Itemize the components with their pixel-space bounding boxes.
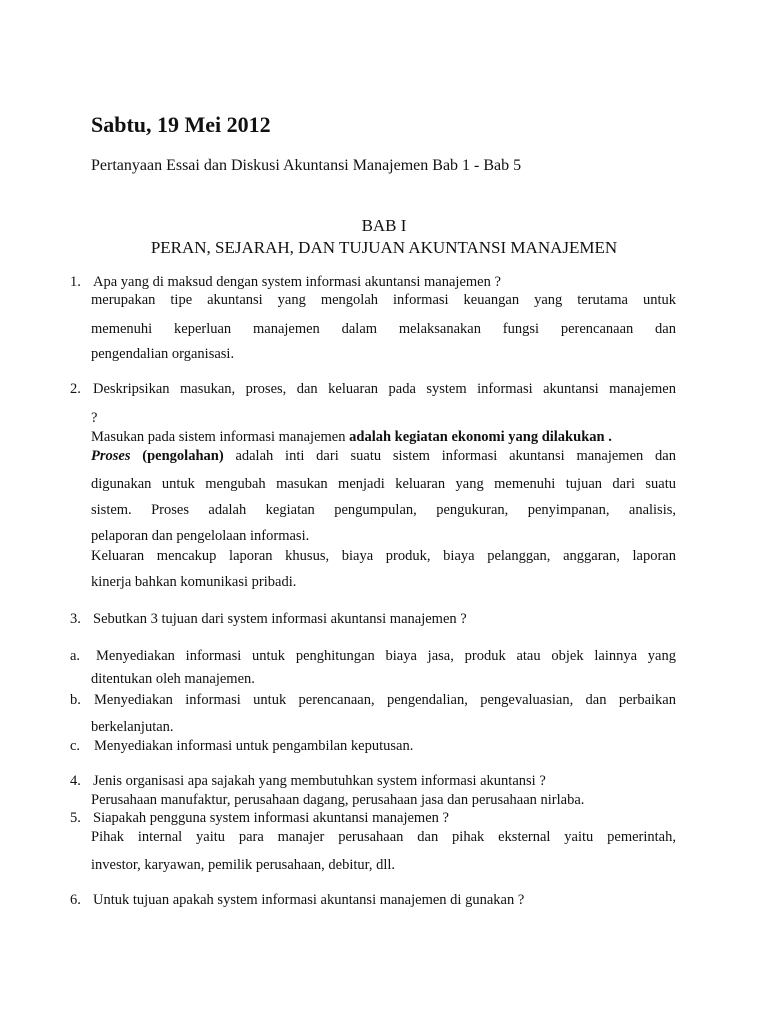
answer-line: merupakan tipe akuntansi yang mengolah informasi keuangan yang terutama untuk bbox=[91, 292, 676, 308]
list-letter: b. bbox=[70, 692, 81, 708]
question-number: 3. bbox=[70, 611, 81, 627]
answer-line-masukan bbox=[91, 428, 612, 446]
list-item: Menyediakan informasi untuk perencanaan, pengendalian, pengevaluasian, dan perbaikan bbox=[94, 692, 676, 708]
answer-line: Pihak internal yaitu para manajer perusahaan dan pihak eksternal yaitu pemerintah, bbox=[91, 829, 676, 845]
list-letter: a. bbox=[70, 648, 81, 664]
list-item-cont: ditentukan oleh manajemen. bbox=[91, 671, 255, 687]
question-number: 1. bbox=[70, 274, 81, 290]
question-number: 6. bbox=[70, 892, 81, 908]
chapter-title: PERAN, SEJARAH, DAN TUJUAN AKUNTANSI MANAJEMEN bbox=[150, 238, 618, 257]
proses-text: adalah inti dari suatu sistem informasi akuntansi manajemen dan bbox=[223, 448, 676, 464]
question-2-end: ? bbox=[91, 410, 98, 426]
list-item-cont: berkelanjutan. bbox=[91, 719, 174, 735]
question-1: Apa yang di maksud dengan system informasi akuntansi manajemen ? bbox=[93, 274, 501, 290]
document-subtitle: Pertanyaan Essai dan Diskusi Akuntansi Manajemen Bab 1 - Bab 5 bbox=[91, 157, 522, 174]
masukan-text: Masukan pada sistem informasi manajemen bbox=[91, 429, 350, 445]
list-item: Menyediakan informasi untuk penghitungan biaya jasa, produk atau objek lainnya yang bbox=[96, 648, 676, 664]
answer-line: Keluaran mencakup laporan khusus, biaya produk, biaya pelanggan, anggaran, laporan bbox=[91, 548, 676, 564]
answer-line: sistem. Proses adalah kegiatan pengumpulan, pengukuran, penyimpanan, analisis, bbox=[91, 502, 676, 518]
chapter-label: BAB I bbox=[361, 216, 407, 235]
question-4: Jenis organisasi apa sajakah yang membutuhkan system informasi akuntansi ? bbox=[93, 773, 546, 789]
question-number: 5. bbox=[70, 810, 81, 826]
answer-line: investor, karyawan, pemilik perusahaan, debitur, dll. bbox=[91, 857, 396, 873]
answer-line: memenuhi keperluan manajemen dalam melaksanakan fungsi perencanaan dan bbox=[91, 321, 676, 337]
answer-line: kinerja bahkan komunikasi pribadi. bbox=[91, 574, 297, 590]
answer-line: pelaporan dan pengelolaan informasi. bbox=[91, 528, 310, 544]
question-6: Untuk tujuan apakah system informasi akuntansi manajemen di gunakan ? bbox=[93, 892, 525, 908]
question-3: Sebutkan 3 tujuan dari system informasi akuntansi manajemen ? bbox=[93, 611, 467, 627]
list-item: Menyediakan informasi untuk pengambilan keputusan. bbox=[94, 738, 414, 754]
answer-line-proses bbox=[91, 447, 676, 465]
masukan-bold-text: adalah kegiatan ekonomi yang dilakukan . bbox=[349, 429, 612, 445]
answer-line: Perusahaan manufaktur, perusahaan dagang, perusahaan jasa dan perusahaan nirlaba. bbox=[91, 792, 585, 808]
question-number: 2. bbox=[70, 381, 81, 397]
question-5: Siapakah pengguna system informasi akuntansi manajemen ? bbox=[93, 810, 449, 826]
proses-paren: (pengolahan) bbox=[130, 448, 224, 464]
answer-line: pengendalian organisasi. bbox=[91, 346, 235, 362]
proses-term: Proses bbox=[91, 448, 131, 464]
date-title: Sabtu, 19 Mei 2012 bbox=[91, 112, 271, 137]
question-2: Deskripsikan masukan, proses, dan keluaran pada system informasi akuntansi manajemen bbox=[93, 381, 676, 397]
list-letter: c. bbox=[70, 738, 81, 754]
answer-line: digunakan untuk mengubah masukan menjadi keluaran yang memenuhi tujuan dari suatu bbox=[91, 476, 676, 492]
question-number: 4. bbox=[70, 773, 81, 789]
